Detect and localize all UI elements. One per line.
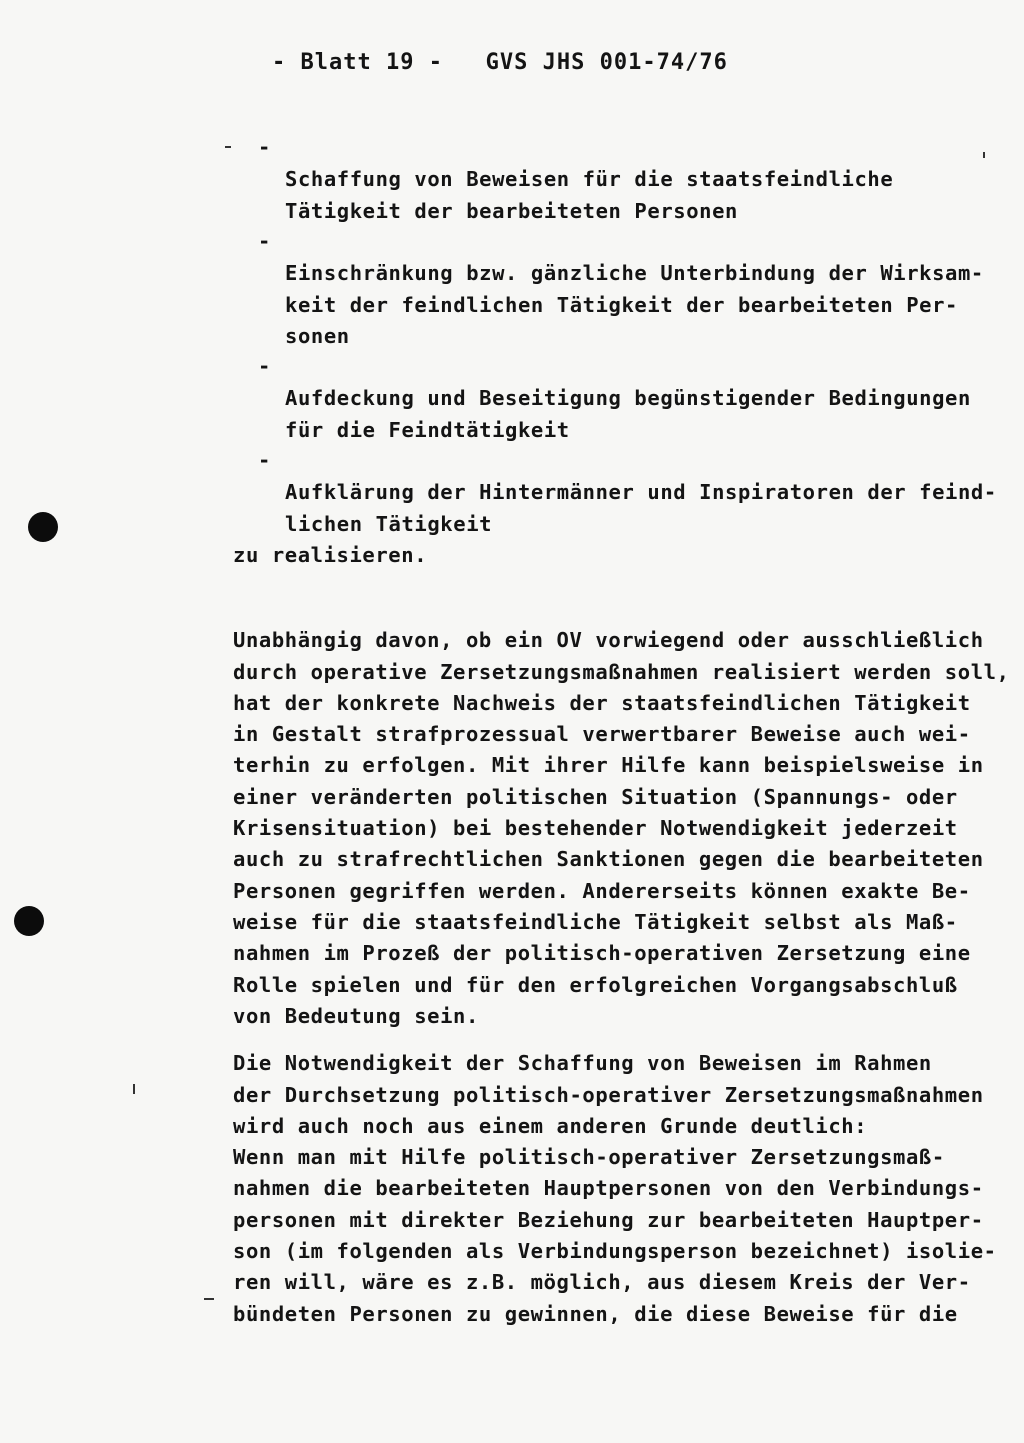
text-line: weise für die staatsfeindliche Tätigkeit selbst als Maß-: [233, 909, 958, 934]
bullet-dash: -: [258, 229, 271, 253]
text-line: nahmen die bearbeiteten Hauptpersonen von den Verbindungs-: [233, 1176, 984, 1201]
text-line: Unabhängig davon, ob ein OV vorwiegend oder ausschließlich: [233, 628, 984, 653]
punch-hole: [28, 512, 58, 542]
text-line: durch operative Zersetzungsmaßnahmen realisiert werden soll,: [233, 659, 1010, 684]
text-line: von Bedeutung sein.: [233, 1003, 479, 1028]
bullet-line: Aufdeckung und Beseitigung begünstigender Bedingungen: [285, 386, 971, 411]
bullet-line: Tätigkeit der bearbeiteten Personen: [285, 198, 738, 223]
punch-hole: [14, 906, 44, 936]
page-header: - Blatt 19 - GVS JHS 001-74/76: [272, 50, 728, 75]
bullet-line: lichen Tätigkeit: [285, 511, 493, 536]
text-line: Die Notwendigkeit der Schaffung von Beweisen im Rahmen: [233, 1051, 932, 1076]
text-line: hat der konkrete Nachweis der staatsfeindlichen Tätigkeit: [233, 690, 971, 715]
text-line: son (im folgenden als Verbindungsperson bezeichnet) isolie-: [233, 1239, 997, 1264]
text-line: Wenn man mit Hilfe politisch-operativer Zersetzungsmaß-: [233, 1145, 945, 1170]
text-line: personen mit direkter Beziehung zur bearbeiteten Hauptper-: [233, 1207, 984, 1232]
text-line: terhin zu erfolgen. Mit ihrer Hilfe kann beispielsweise in: [233, 753, 984, 778]
text-line: ren will, wäre es z.B. möglich, aus diesem Kreis der Ver-: [233, 1270, 971, 1295]
scan-speck: [133, 1084, 135, 1094]
bullet-item: [285, 446, 997, 540]
closing-line: zu realisieren.: [233, 543, 428, 567]
text-line: Personen gegriffen werden. Andererseits können exakte Be-: [233, 878, 971, 903]
text-line: Rolle spielen und für den erfolgreichen Vorgangsabschluß: [233, 972, 958, 997]
text-line: wird auch noch aus einem anderen Grunde deutlich:: [233, 1113, 868, 1138]
text-line: auch zu strafrechtlichen Sanktionen gegen die bearbeiteten: [233, 847, 984, 872]
paragraph-2: [233, 1017, 997, 1330]
bullet-line: keit der feindlichen Tätigkeit der bearbeiteten Per-: [285, 292, 958, 317]
bullet-item: [285, 227, 984, 352]
bullet-line: Schaffung von Beweisen für die staatsfeindliche: [285, 167, 894, 192]
text-line: einer veränderten politischen Situation (Spannungs- oder: [233, 784, 958, 809]
bullet-line: Aufklärung der Hintermänner und Inspiratoren der feind-: [285, 480, 997, 505]
text-line: bündeten Personen zu gewinnen, die diese Beweise für die: [233, 1301, 958, 1326]
bullet-dash: -: [258, 354, 271, 378]
bullet-dash: -: [258, 448, 271, 472]
text-line: in Gestalt strafprozessual verwertbarer Beweise auch wei-: [233, 722, 971, 747]
bullet-dash: -: [258, 135, 271, 159]
scan-speck: [983, 152, 985, 158]
text-line: Krisensituation) bei bestehender Notwendigkeit jederzeit: [233, 816, 958, 841]
paragraph-1: [233, 594, 1010, 1032]
scan-speck: [225, 146, 231, 148]
bullet-line: Einschränkung bzw. gänzliche Unterbindung der Wirksam-: [285, 261, 984, 286]
bullet-line: sonen: [285, 323, 350, 348]
bullet-item: [285, 133, 893, 227]
text-line: der Durchsetzung politisch-operativer Zersetzungsmaßnahmen: [233, 1082, 984, 1107]
text-line: nahmen im Prozeß der politisch-operativen Zersetzung eine: [233, 941, 971, 966]
bullet-item: [285, 352, 971, 446]
bullet-line: für die Feindtätigkeit: [285, 417, 570, 442]
scan-speck: [204, 1298, 214, 1300]
